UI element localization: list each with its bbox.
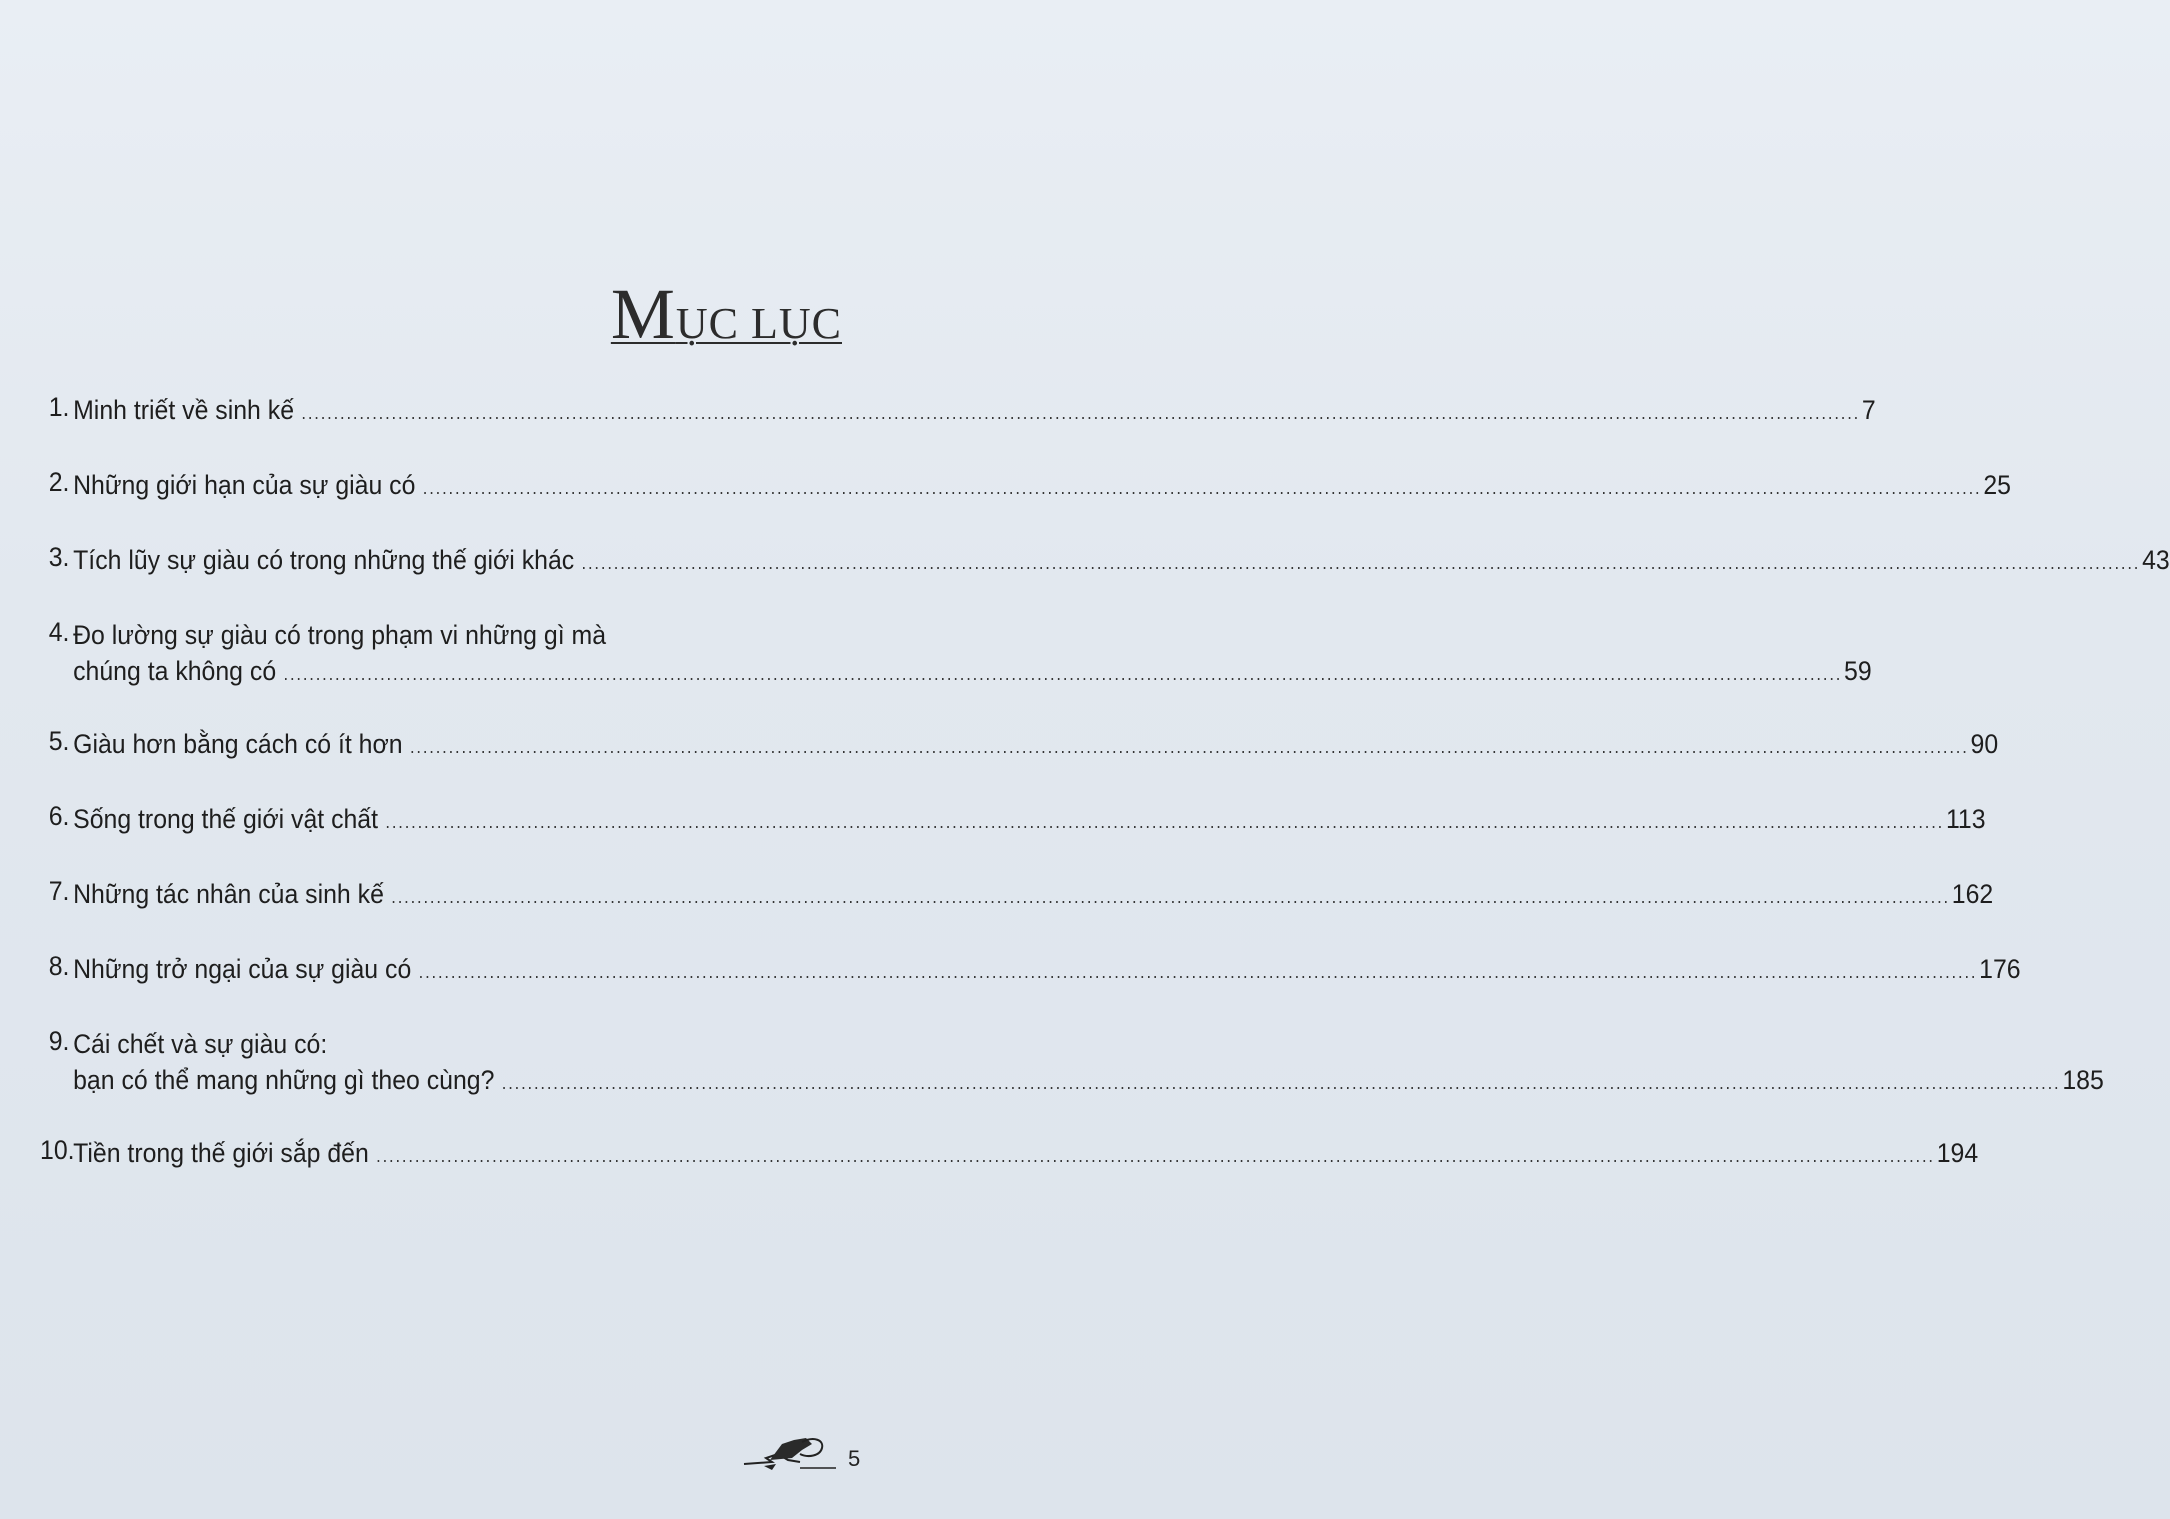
dot-leader — [301, 395, 1860, 431]
dot-leader — [582, 545, 2141, 581]
toc-entry-9[interactable] — [40, 1026, 2104, 1101]
title-rest: ỤC LỤC — [675, 299, 842, 348]
toc-title: Những tác nhân của sinh kế — [73, 879, 384, 909]
table-of-contents — [40, 392, 2170, 1210]
toc-page-number: 90 — [1970, 729, 1999, 759]
toc-title-line: Cái chết và sự giàu có: — [73, 1029, 328, 1059]
toc-title: Sống trong thế giới vật chất — [73, 804, 379, 834]
bird-ornament-icon — [742, 1432, 838, 1472]
toc-title: Những giới hạn của sự giàu có — [73, 470, 416, 500]
dot-leader — [376, 1138, 1935, 1174]
dot-leader — [385, 804, 1944, 840]
toc-page-number: 113 — [1945, 804, 1986, 834]
toc-title: chúng ta không có — [73, 656, 277, 686]
toc-page-number: 43 — [2142, 545, 2170, 575]
toc-title: bạn có thể mang những gì theo cùng? — [73, 1065, 495, 1095]
dot-leader — [391, 879, 1950, 915]
title-initial: M — [610, 274, 676, 354]
dot-leader — [410, 729, 1969, 765]
toc-number: 7. — [48, 876, 70, 906]
toc-entry-8[interactable] — [40, 951, 2021, 990]
toc-number: 5. — [48, 726, 70, 756]
toc-page-number: 7 — [1861, 395, 1876, 425]
toc-title: Giàu hơn bằng cách có ít hơn — [73, 729, 403, 759]
toc-entry-5[interactable] — [40, 726, 1999, 765]
toc-number: 3. — [48, 542, 70, 572]
dot-leader — [419, 954, 1978, 990]
toc-entry-2[interactable] — [40, 467, 2011, 506]
toc-number: 6. — [48, 801, 70, 831]
toc-number: 4. — [48, 617, 70, 647]
toc-entry-3[interactable] — [40, 542, 2170, 581]
dot-leader — [502, 1065, 2061, 1101]
toc-number: 1. — [48, 392, 70, 422]
dot-leader — [283, 656, 1842, 692]
toc-entry-10[interactable] — [40, 1135, 1979, 1174]
toc-page-number: 59 — [1844, 656, 1872, 686]
toc-title: Minh triết về sinh kế — [73, 395, 295, 425]
toc-page-number: 185 — [2062, 1065, 2104, 1095]
toc-title: Tích lũy sự giàu có trong những thế giới khác — [73, 545, 575, 575]
toc-title-line: Đo lường sự giàu có trong phạm vi những gì mà — [73, 620, 607, 650]
toc-number: 8. — [48, 951, 70, 981]
toc-number: 2. — [48, 467, 70, 497]
toc-number: 9. — [48, 1026, 70, 1056]
toc-title: Những trở ngại của sự giàu có — [73, 954, 412, 984]
page-number: 5 — [848, 1446, 861, 1471]
toc-page-number: 194 — [1936, 1138, 1979, 1168]
toc-page-number: 162 — [1951, 879, 1994, 909]
toc-page-number: 176 — [1979, 954, 2021, 984]
toc-entry-4[interactable] — [40, 617, 1872, 692]
toc-entry-6[interactable] — [40, 801, 1986, 840]
toc-title: Tiền trong thế giới sắp đến — [73, 1138, 369, 1168]
toc-entry-7[interactable] — [40, 876, 1994, 915]
toc-page-number: 25 — [1983, 470, 2011, 500]
toc-number: 10. — [40, 1135, 75, 1165]
page-title — [610, 274, 842, 354]
toc-entry-1[interactable] — [40, 392, 1876, 431]
dot-leader — [423, 470, 1982, 506]
